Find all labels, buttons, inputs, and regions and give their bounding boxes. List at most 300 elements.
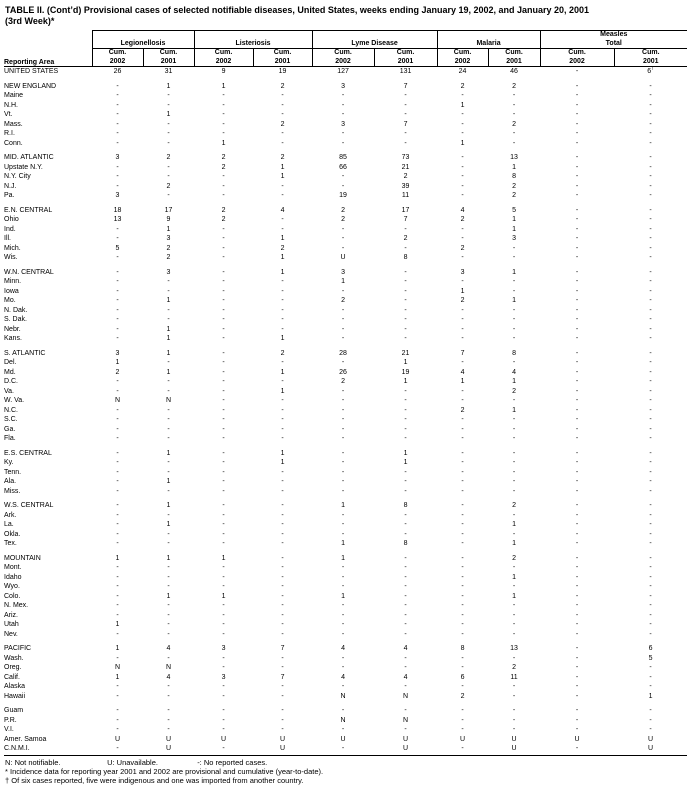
table-row — [4, 554, 687, 564]
value-cell: - — [116, 530, 119, 538]
area-cell: N.C. — [4, 406, 18, 414]
value-cell: - — [575, 425, 579, 433]
value-cell: - — [341, 511, 345, 519]
value-cell: - — [512, 316, 516, 323]
value-cell: - — [222, 664, 225, 671]
value-cell: U — [511, 745, 517, 752]
header-subcolumn-row — [4, 49, 687, 67]
value-cell: - — [116, 225, 119, 233]
value-cell: - — [167, 621, 170, 628]
value-cell: - — [649, 244, 652, 252]
value-cell: - — [404, 583, 407, 590]
table-row — [4, 120, 687, 130]
value-cell: - — [222, 349, 225, 357]
table-row — [4, 387, 687, 397]
value-cell: - — [575, 564, 579, 571]
area-cell: Ohio — [4, 216, 19, 223]
value-cell: - — [512, 130, 516, 137]
value-cell: - — [649, 716, 652, 724]
value-cell: - — [461, 316, 464, 323]
value-cell: - — [222, 435, 225, 442]
value-cell: 2 — [403, 235, 408, 242]
value-cell: - — [404, 530, 407, 538]
value-cell: - — [512, 325, 516, 333]
value-cell: 24 — [458, 68, 467, 75]
value-cell: 2 — [460, 406, 465, 414]
value-cell: - — [461, 387, 464, 395]
value-cell: - — [116, 335, 119, 342]
value-cell: - — [222, 287, 225, 295]
value-cell: - — [404, 726, 407, 733]
value-cell: 11 — [510, 673, 518, 681]
value-cell: - — [281, 325, 284, 333]
value-cell: 2 — [512, 120, 516, 128]
value-cell: - — [575, 554, 579, 562]
value-cell: - — [281, 592, 284, 600]
value-cell: - — [167, 359, 170, 366]
value-cell: - — [649, 206, 652, 214]
value-cell: U — [279, 735, 286, 743]
value-cell: - — [575, 487, 579, 495]
value-cell: - — [116, 111, 119, 118]
value-cell: - — [281, 707, 284, 714]
value-cell: - — [116, 468, 119, 476]
area-cell: Md. — [4, 368, 16, 376]
value-cell: - — [575, 378, 579, 385]
value-cell: 13 — [510, 154, 518, 161]
value-cell: - — [461, 707, 464, 714]
value-cell: 7 — [460, 349, 465, 357]
value-cell: - — [649, 707, 652, 714]
value-cell: 1 — [280, 459, 285, 466]
area-cell: UNITED STATES — [4, 68, 59, 75]
value-cell: 8 — [403, 540, 408, 547]
value-cell: 2 — [460, 244, 465, 252]
area-cell: Calif. — [4, 673, 20, 681]
value-cell: - — [281, 630, 284, 638]
value-cell: - — [116, 683, 119, 690]
value-cell: - — [461, 592, 464, 600]
value-cell: - — [461, 173, 464, 180]
value-cell: - — [649, 268, 652, 276]
area-cell: Nebr. — [4, 325, 21, 333]
value-cell: - — [575, 325, 579, 333]
value-cell: 7 — [403, 82, 408, 90]
value-cell: 1 — [115, 359, 120, 366]
value-cell: 2 — [115, 368, 120, 376]
table-row — [4, 153, 687, 163]
value-cell: - — [281, 406, 284, 414]
table-row — [4, 611, 687, 621]
value-cell: 19 — [339, 192, 347, 199]
value-cell: - — [575, 645, 579, 652]
value-cell: - — [404, 478, 407, 485]
value-cell: - — [649, 468, 652, 476]
area-cell: Mass. — [4, 120, 23, 128]
value-cell: - — [575, 182, 579, 190]
value-cell: - — [281, 683, 284, 690]
value-cell: - — [281, 487, 284, 495]
value-cell: 5 — [648, 654, 653, 662]
value-cell: 127 — [337, 68, 349, 75]
value-cell: - — [341, 654, 345, 662]
table-row — [4, 377, 687, 387]
value-cell: 1 — [341, 592, 345, 600]
value-cell: - — [575, 726, 579, 733]
area-cell: Del. — [4, 359, 17, 366]
value-cell: 8 — [512, 349, 516, 357]
value-cell: - — [222, 182, 225, 190]
value-cell: 8 — [403, 254, 408, 261]
value-cell: - — [222, 521, 225, 528]
value-cell: - — [341, 707, 345, 714]
value-cell: 2 — [460, 692, 465, 700]
area-cell: C.N.M.I. — [4, 745, 30, 752]
value-cell: - — [461, 449, 464, 457]
value-cell: - — [575, 664, 579, 671]
value-cell: - — [281, 297, 284, 304]
area-cell: Wyo. — [4, 583, 20, 590]
value-cell: - — [167, 583, 170, 590]
area-cell: Ariz. — [4, 611, 18, 619]
value-cell: - — [116, 173, 119, 180]
value-cell: - — [575, 416, 579, 423]
value-cell: - — [341, 387, 345, 395]
column-group-lyme-disease: Lyme Disease — [312, 31, 437, 49]
value-cell: 2 — [280, 349, 285, 357]
value-cell: - — [649, 182, 652, 190]
value-cell: - — [649, 530, 652, 538]
value-cell: - — [341, 111, 345, 118]
value-cell: - — [461, 130, 464, 137]
value-cell: - — [461, 511, 464, 519]
table-row — [4, 582, 687, 592]
table-row — [4, 744, 687, 754]
value-cell: - — [404, 511, 407, 519]
value-cell: - — [222, 573, 225, 581]
value-cell: - — [341, 530, 345, 538]
area-cell: Fla. — [4, 435, 16, 442]
value-cell: 1 — [166, 111, 171, 118]
value-cell: - — [512, 254, 516, 261]
value-cell: 7 — [280, 645, 285, 652]
value-cell: - — [341, 726, 345, 733]
value-cell: 85 — [339, 154, 347, 161]
value-cell: 2 — [166, 254, 171, 261]
value-cell: - — [222, 530, 225, 538]
value-cell: - — [167, 425, 170, 433]
value-cell: - — [281, 225, 284, 233]
table-row — [4, 244, 687, 254]
value-cell: - — [575, 335, 579, 342]
value-cell: - — [649, 130, 652, 137]
value-cell: U — [574, 735, 580, 743]
value-cell: 1 — [166, 297, 171, 304]
value-cell: - — [341, 621, 345, 628]
value-cell: - — [512, 425, 516, 433]
value-cell: 3 — [115, 192, 120, 199]
value-cell: - — [222, 468, 225, 476]
value-cell: - — [222, 692, 225, 700]
value-cell: 2 — [341, 216, 345, 223]
value-cell: 3 — [460, 268, 465, 276]
value-cell: - — [404, 425, 407, 433]
value-cell: - — [575, 254, 579, 261]
value-cell: 1 — [166, 325, 171, 333]
value-cell: - — [512, 359, 516, 366]
value-cell: - — [222, 540, 225, 547]
value-cell: 2 — [221, 216, 226, 223]
table-row — [4, 91, 687, 101]
value-cell: - — [461, 502, 464, 509]
value-cell: - — [116, 592, 119, 600]
value-cell: - — [575, 206, 579, 214]
value-cell: - — [649, 564, 652, 571]
value-cell: - — [116, 449, 119, 457]
value-cell: - — [341, 130, 345, 137]
value-cell: 2 — [166, 154, 171, 161]
value-cell: - — [281, 621, 284, 628]
value-cell: 31 — [164, 68, 173, 75]
value-cell: - — [649, 630, 652, 638]
value-cell: - — [461, 554, 464, 562]
area-cell: N.H. — [4, 101, 18, 109]
value-cell: - — [404, 564, 407, 571]
table-row — [4, 334, 687, 344]
area-cell: N.J. — [4, 182, 17, 190]
value-cell: - — [461, 235, 464, 242]
value-cell: - — [512, 611, 516, 619]
area-cell: La. — [4, 521, 14, 528]
value-cell: - — [222, 335, 225, 342]
area-cell: Vt. — [4, 111, 13, 118]
value-cell: - — [281, 664, 284, 671]
table-row — [4, 325, 687, 335]
value-cell: 2 — [221, 163, 226, 171]
value-cell: - — [461, 397, 464, 404]
value-cell: - — [575, 716, 579, 724]
value-cell: - — [512, 621, 516, 628]
header-group-row — [4, 31, 687, 49]
value-cell: 1 — [280, 254, 285, 261]
value-cell: - — [575, 359, 579, 366]
table-row — [4, 406, 687, 416]
area-cell: W.S. CENTRAL — [4, 502, 54, 509]
value-cell: - — [281, 416, 284, 423]
table-row — [4, 630, 687, 640]
value-cell: - — [167, 192, 170, 199]
value-cell: - — [222, 235, 225, 242]
value-cell: 19 — [278, 68, 287, 75]
table-row — [4, 735, 687, 745]
value-cell: - — [222, 225, 225, 233]
value-cell: - — [167, 726, 170, 733]
value-cell: - — [167, 406, 170, 414]
value-cell: - — [222, 630, 225, 638]
value-cell: 2 — [460, 82, 465, 90]
value-cell: 11 — [401, 192, 410, 199]
value-cell: - — [575, 101, 579, 109]
value-cell: N — [403, 692, 409, 700]
area-cell: D.C. — [4, 378, 18, 385]
value-cell: - — [575, 235, 579, 242]
value-cell: 1 — [280, 163, 285, 171]
value-cell: - — [167, 101, 170, 109]
area-cell: Tex. — [4, 540, 17, 547]
value-cell: 1 — [512, 406, 516, 414]
value-cell: - — [404, 592, 407, 600]
value-cell: 3 — [341, 120, 345, 128]
value-cell: - — [461, 683, 464, 690]
value-cell: 1 — [115, 621, 120, 628]
value-cell: - — [404, 397, 407, 404]
value-cell: - — [461, 335, 464, 342]
value-cell: - — [222, 111, 225, 118]
area-cell: W. Va. — [4, 397, 25, 404]
value-cell: 7 — [403, 120, 408, 128]
value-cell: 1 — [512, 521, 516, 528]
value-cell: - — [222, 244, 225, 252]
subheader-listeriosis-2001: Cum. 2001 — [253, 49, 312, 67]
value-cell: N — [165, 664, 172, 671]
value-cell: - — [341, 478, 345, 485]
value-cell: - — [461, 278, 464, 285]
value-cell: - — [649, 416, 652, 423]
area-cell: Guam — [4, 707, 24, 714]
area-cell: Oreg. — [4, 664, 22, 671]
value-cell: 73 — [401, 154, 410, 161]
value-cell: U — [114, 735, 121, 743]
value-cell: - — [222, 278, 225, 285]
value-cell: - — [575, 540, 579, 547]
value-cell: - — [649, 502, 652, 509]
table-row — [4, 234, 687, 244]
value-cell: - — [167, 130, 170, 137]
value-cell: 1 — [166, 521, 171, 528]
value-cell: - — [167, 564, 170, 571]
table-row — [4, 182, 687, 192]
value-cell: - — [461, 602, 464, 609]
value-cell: - — [575, 82, 579, 90]
value-cell: - — [281, 583, 284, 590]
value-cell: - — [404, 297, 407, 304]
value-cell: - — [575, 592, 579, 600]
table-row — [4, 682, 687, 692]
table-row — [4, 673, 687, 683]
value-cell: 5 — [115, 244, 120, 252]
value-cell: - — [404, 306, 407, 314]
value-cell: 1 — [280, 368, 285, 376]
value-cell: 1 — [166, 478, 171, 485]
area-cell: Mich. — [4, 244, 21, 252]
value-cell: - — [575, 192, 579, 199]
value-cell: - — [649, 101, 652, 109]
value-cell: - — [222, 502, 225, 509]
value-cell: - — [116, 564, 119, 571]
value-cell: - — [116, 716, 119, 724]
value-cell: - — [461, 120, 464, 128]
area-cell: V.I. — [4, 726, 14, 733]
value-cell: - — [512, 459, 516, 466]
table-row — [4, 82, 687, 92]
table-row — [4, 449, 687, 459]
value-cell: 17 — [164, 206, 173, 214]
value-cell: - — [341, 406, 345, 414]
value-cell: - — [649, 216, 652, 223]
value-cell: - — [116, 502, 119, 509]
area-cell: MID. ATLANTIC — [4, 154, 54, 161]
value-cell: - — [512, 244, 516, 252]
value-cell: - — [116, 325, 119, 333]
value-cell: - — [341, 335, 345, 342]
value-cell: - — [116, 573, 119, 581]
table-row — [4, 468, 687, 478]
value-cell: - — [649, 349, 652, 357]
area-cell: P.R. — [4, 716, 17, 724]
value-cell: - — [512, 683, 516, 690]
value-cell: - — [512, 511, 516, 519]
value-cell: 8 — [512, 173, 516, 180]
subheader-legionellosis-2002: Cum. 2002 — [92, 49, 143, 67]
value-cell: - — [575, 120, 579, 128]
value-cell: - — [404, 139, 407, 147]
value-cell: - — [512, 287, 516, 295]
value-cell: 1 — [166, 502, 171, 509]
value-cell: 13 — [510, 645, 518, 652]
value-cell: - — [222, 564, 225, 571]
value-cell: - — [281, 521, 284, 528]
value-cell: - — [575, 583, 579, 590]
value-cell: - — [649, 592, 652, 600]
column-group-legionellosis: Legionellosis — [92, 31, 194, 49]
value-cell: U — [220, 735, 227, 743]
value-cell: - — [116, 425, 119, 433]
value-cell: - — [222, 621, 225, 628]
value-cell: 1 — [648, 692, 653, 700]
value-cell: - — [167, 573, 170, 581]
value-cell: - — [167, 316, 170, 323]
value-cell: - — [461, 359, 464, 366]
value-cell: 1 — [512, 378, 516, 385]
value-cell: - — [341, 435, 345, 442]
value-cell: - — [575, 621, 579, 628]
value-cell: - — [222, 325, 225, 333]
value-cell: - — [341, 325, 345, 333]
footnote-legend — [5, 758, 687, 767]
value-cell: - — [341, 101, 345, 109]
value-cell: - — [116, 435, 119, 442]
value-cell: 46 — [510, 68, 518, 75]
value-cell: - — [649, 316, 652, 323]
value-cell: - — [461, 182, 464, 190]
value-cell: - — [512, 654, 516, 662]
value-cell: - — [281, 611, 284, 619]
value-cell: - — [116, 726, 119, 733]
value-cell: - — [281, 306, 284, 314]
value-cell: 2 — [341, 378, 345, 385]
value-cell: - — [116, 163, 119, 171]
table-row — [4, 644, 687, 654]
value-cell: - — [649, 297, 652, 304]
value-cell: - — [116, 654, 119, 662]
value-cell: - — [341, 583, 345, 590]
value-cell: - — [512, 101, 516, 109]
value-cell: - — [404, 225, 407, 233]
table-title-line2: (3rd Week)* — [5, 16, 55, 26]
area-cell: Idaho — [4, 573, 22, 581]
value-cell: - — [649, 664, 652, 671]
area-cell: Iowa — [4, 287, 19, 295]
